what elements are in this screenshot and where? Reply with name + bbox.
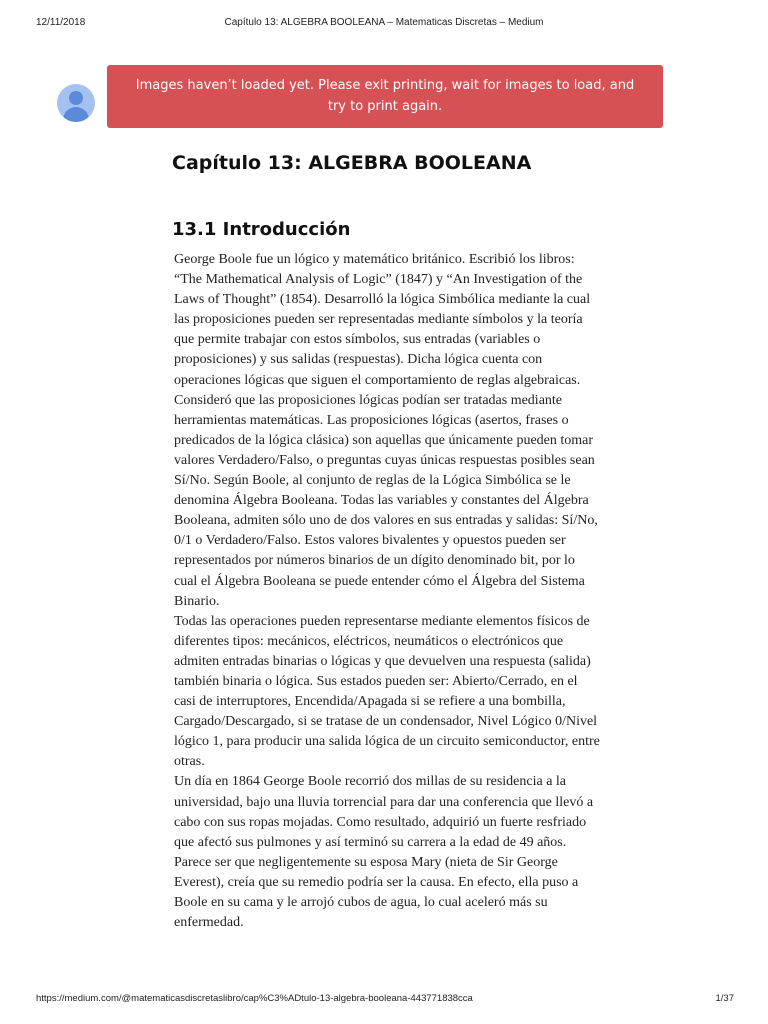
paragraph: George Boole fue un lógico y matemático británico. Escribió los libros: “The Mathematical Analysis of Logic” (1847) y “An Investigation of the Laws of Thought” (1854). Desarrolló la lógica Simbólica mediante la cual las proposiciones pueden ser representadas mediante símbolos y la teoría que permite trabajar con estos símbolos, sus entradas (variables o proposiciones) y sus salidas (respuestas). Dicha lógica cuenta con operaciones lógicas que siguen el comportamiento de reglas algebraicas. Consideró que las proposiciones lógicas podían ser tratadas mediante herramientas matemáticas. Las proposiciones lógicas (asertos, frases o predicados de la lógica clásica) son aquellas que únicamente pueden tomar valores Verdadero/Falso, o preguntas cuyas únicas respuestas posibles sean Sí/No. Según Boole, al conjunto de reglas de la Lógica Simbólica se le denomina Álgebra Booleana. Todas las variables y constantes del Álgebra Booleana, admiten sólo uno de dos valores en sus entradas y salidas: Sí/No, 0/1 o Verdadero/Falso. Estos valores bivalentes y opuestos pueden ser representados por números binarios de un dígito denominado bit, por lo cual el Álgebra Booleana se puede entender cómo el Álgebra del Sistema Binario. — [174, 252, 598, 609]
print-url[interactable]: https://medium.com/@matematicasdiscretaslibro/cap%C3%ADtulo-13-algebra-booleana-443771838cca — [36, 993, 473, 1004]
article-title: Capítulo 13: ALGEBRA BOOLEANA — [172, 152, 532, 174]
images-not-loaded-banner — [107, 65, 663, 128]
article-body — [174, 250, 600, 933]
section-heading: 13.1 Introducción — [172, 219, 351, 240]
avatar-head — [69, 91, 83, 105]
paragraph: Todas las operaciones pueden representarse mediante elementos físicos de diferentes tipos: mecánicos, eléctricos, neumáticos o electrónicos que admiten entradas binarias o lógicas y que devuelven una respuesta (salida) también binaria o lógica. Sus estados pueden ser: Abierto/Cerrado, en el casi de interruptores, Encendida/Apagada si se refiere a una bombilla, Cargado/Descargado, si se tratase de un condensador, Nivel Lógico 0/Nivel lógico 1, para producir una salida lógica de un circuito semiconductor, entre otras. — [174, 613, 600, 770]
print-header — [0, 17, 768, 31]
banner-message: Images haven’t loaded yet. Please exit printing, wait for images to load, and try to print again. — [135, 78, 635, 114]
print-footer — [0, 993, 768, 1007]
avatar-icon[interactable] — [57, 84, 95, 122]
print-title: Capítulo 13: ALGEBRA BOOLEANA – Matematicas Discretas – Medium — [224, 17, 544, 28]
print-date: 12/11/2018 — [36, 17, 86, 28]
avatar-shoulders — [63, 107, 89, 122]
paragraph: Un día en 1864 George Boole recorrió dos millas de su residencia a la universidad, bajo una lluvia torrencial para dar una conferencia que llevó a cabo con sus ropas mojadas. Como resultado, adquirió un fuerte resfriado que afectó sus pulmones y así terminó su carrera a la edad de 49 años. Parece ser que negligentemente su esposa Mary (nieta de Sir George Everest), creía que su remedio podría ser la causa. En efecto, ella puso a Boole en su cama y le arrojó cubos de agua, lo cual aceleró más su enfermedad. — [174, 774, 594, 931]
page-number: 1/37 — [715, 993, 734, 1004]
